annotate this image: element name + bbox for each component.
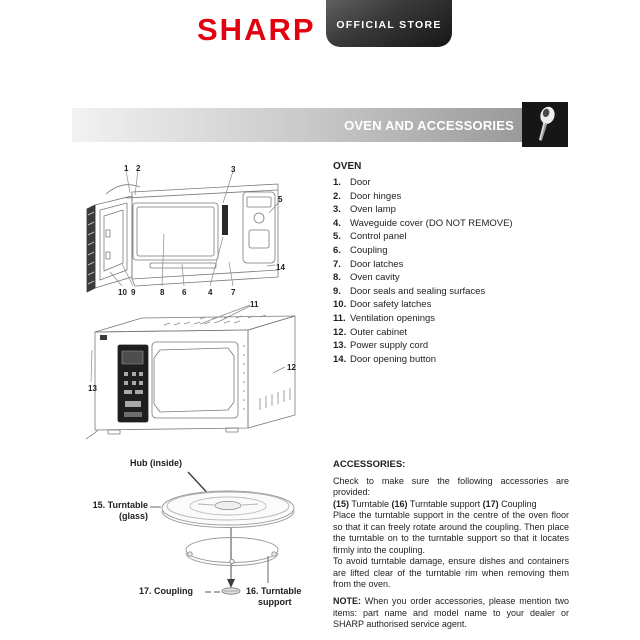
accessories-section — [333, 459, 569, 631]
coupling-part — [222, 588, 240, 594]
callout-6: 6 — [182, 288, 187, 297]
hub-label: Hub (inside) — [130, 458, 182, 468]
list-item: 6. Coupling — [333, 244, 388, 256]
callout-1: 1 — [124, 164, 129, 173]
waveguide-cover — [222, 205, 228, 235]
turntable-plate — [162, 491, 294, 528]
control-panel-front — [118, 345, 148, 422]
list-item: 13. Power supply cord — [333, 340, 429, 352]
list-item: 11. Ventilation openings — [333, 312, 436, 324]
open-door — [87, 196, 132, 292]
section-title-bar — [72, 108, 522, 142]
list-item: 9. Door seals and sealing surfaces — [333, 285, 486, 297]
turntable-label-line2: (glass) — [118, 511, 148, 521]
section-title: OVEN AND ACCESSORIES — [344, 117, 514, 133]
turntable-diagram — [80, 455, 315, 635]
callout-9: 9 — [131, 288, 136, 297]
list-item: 12. Outer cabinet — [333, 326, 408, 338]
control-panel — [243, 192, 275, 263]
turntable-support-ring — [186, 538, 278, 566]
accessories-note: NOTE: When you order accessories, please mention two items: part name and model name to your dealer or SHARP authorised service agent. — [333, 596, 569, 630]
list-item: 8. Oven cavity — [333, 272, 400, 284]
callout-2: 2 — [136, 164, 141, 173]
accessories-parts-line: (15) Turntable (16) Turntable support (17) Coupling — [333, 498, 537, 509]
coupling-label: 17. Coupling — [139, 586, 193, 596]
outer-cabinet-side — [248, 316, 295, 428]
list-item: 10. Door safety latches — [333, 299, 432, 311]
oven-cavity — [133, 203, 218, 260]
open-oven-diagram — [80, 160, 310, 310]
callout-14: 14 — [276, 263, 285, 272]
list-item: 1. Door — [333, 177, 371, 188]
accessories-paragraph-1: Place the turntable support in the centre of the oven floor so that it can freely rotate around the coupling. Then place the turntable on to the turntable support so that it locates firmly into the coupling. — [333, 510, 569, 555]
list-item: 14. Door opening button — [333, 353, 437, 365]
official-store-label: OFFICIAL STORE — [336, 19, 442, 31]
oven-body — [132, 184, 278, 279]
list-item: 3. Oven lamp — [333, 204, 396, 216]
sharp-logo: SHARP — [197, 12, 316, 47]
list-item: 5. Control panel — [333, 231, 407, 243]
accessories-heading: ACCESSORIES: — [333, 459, 406, 470]
callout-11: 11 — [250, 300, 259, 309]
callout-10: 10 — [118, 288, 127, 297]
callout-12: 12 — [287, 363, 296, 372]
list-item: 2. Door hinges — [333, 190, 402, 202]
callout-8: 8 — [160, 288, 165, 297]
utensil-icon-box — [522, 102, 568, 147]
callout-3: 3 — [231, 165, 236, 174]
turntable-hub — [215, 501, 241, 509]
callout-4: 4 — [208, 288, 213, 297]
spoon-icon — [522, 102, 568, 147]
list-item: 7. Door latches — [333, 258, 404, 270]
closed-oven-diagram — [80, 298, 310, 440]
list-item: 4. Waveguide cover (DO NOT REMOVE) — [333, 217, 513, 229]
callout-5: 5 — [278, 195, 283, 204]
oven-parts-list — [333, 161, 569, 366]
door-window — [152, 342, 238, 418]
support-label-line2: support — [258, 597, 292, 607]
official-store-badge — [326, 0, 452, 47]
power-cord — [86, 430, 98, 439]
support-label-line1: 16. Turntable — [246, 586, 302, 596]
accessories-paragraph-2: To avoid turntable damage, ensure dishes and containers are lifted clear of the turntable rim when removing them from the oven. — [333, 556, 569, 590]
turntable-label-line1: 15. Turntable — [92, 500, 148, 510]
oven-list-heading: OVEN — [333, 161, 362, 172]
accessories-intro: Check to make sure the following accessories are provided: — [333, 475, 569, 498]
assembly-arrow — [227, 528, 235, 588]
callout-13: 13 — [88, 384, 97, 393]
callout-7: 7 — [231, 288, 236, 297]
